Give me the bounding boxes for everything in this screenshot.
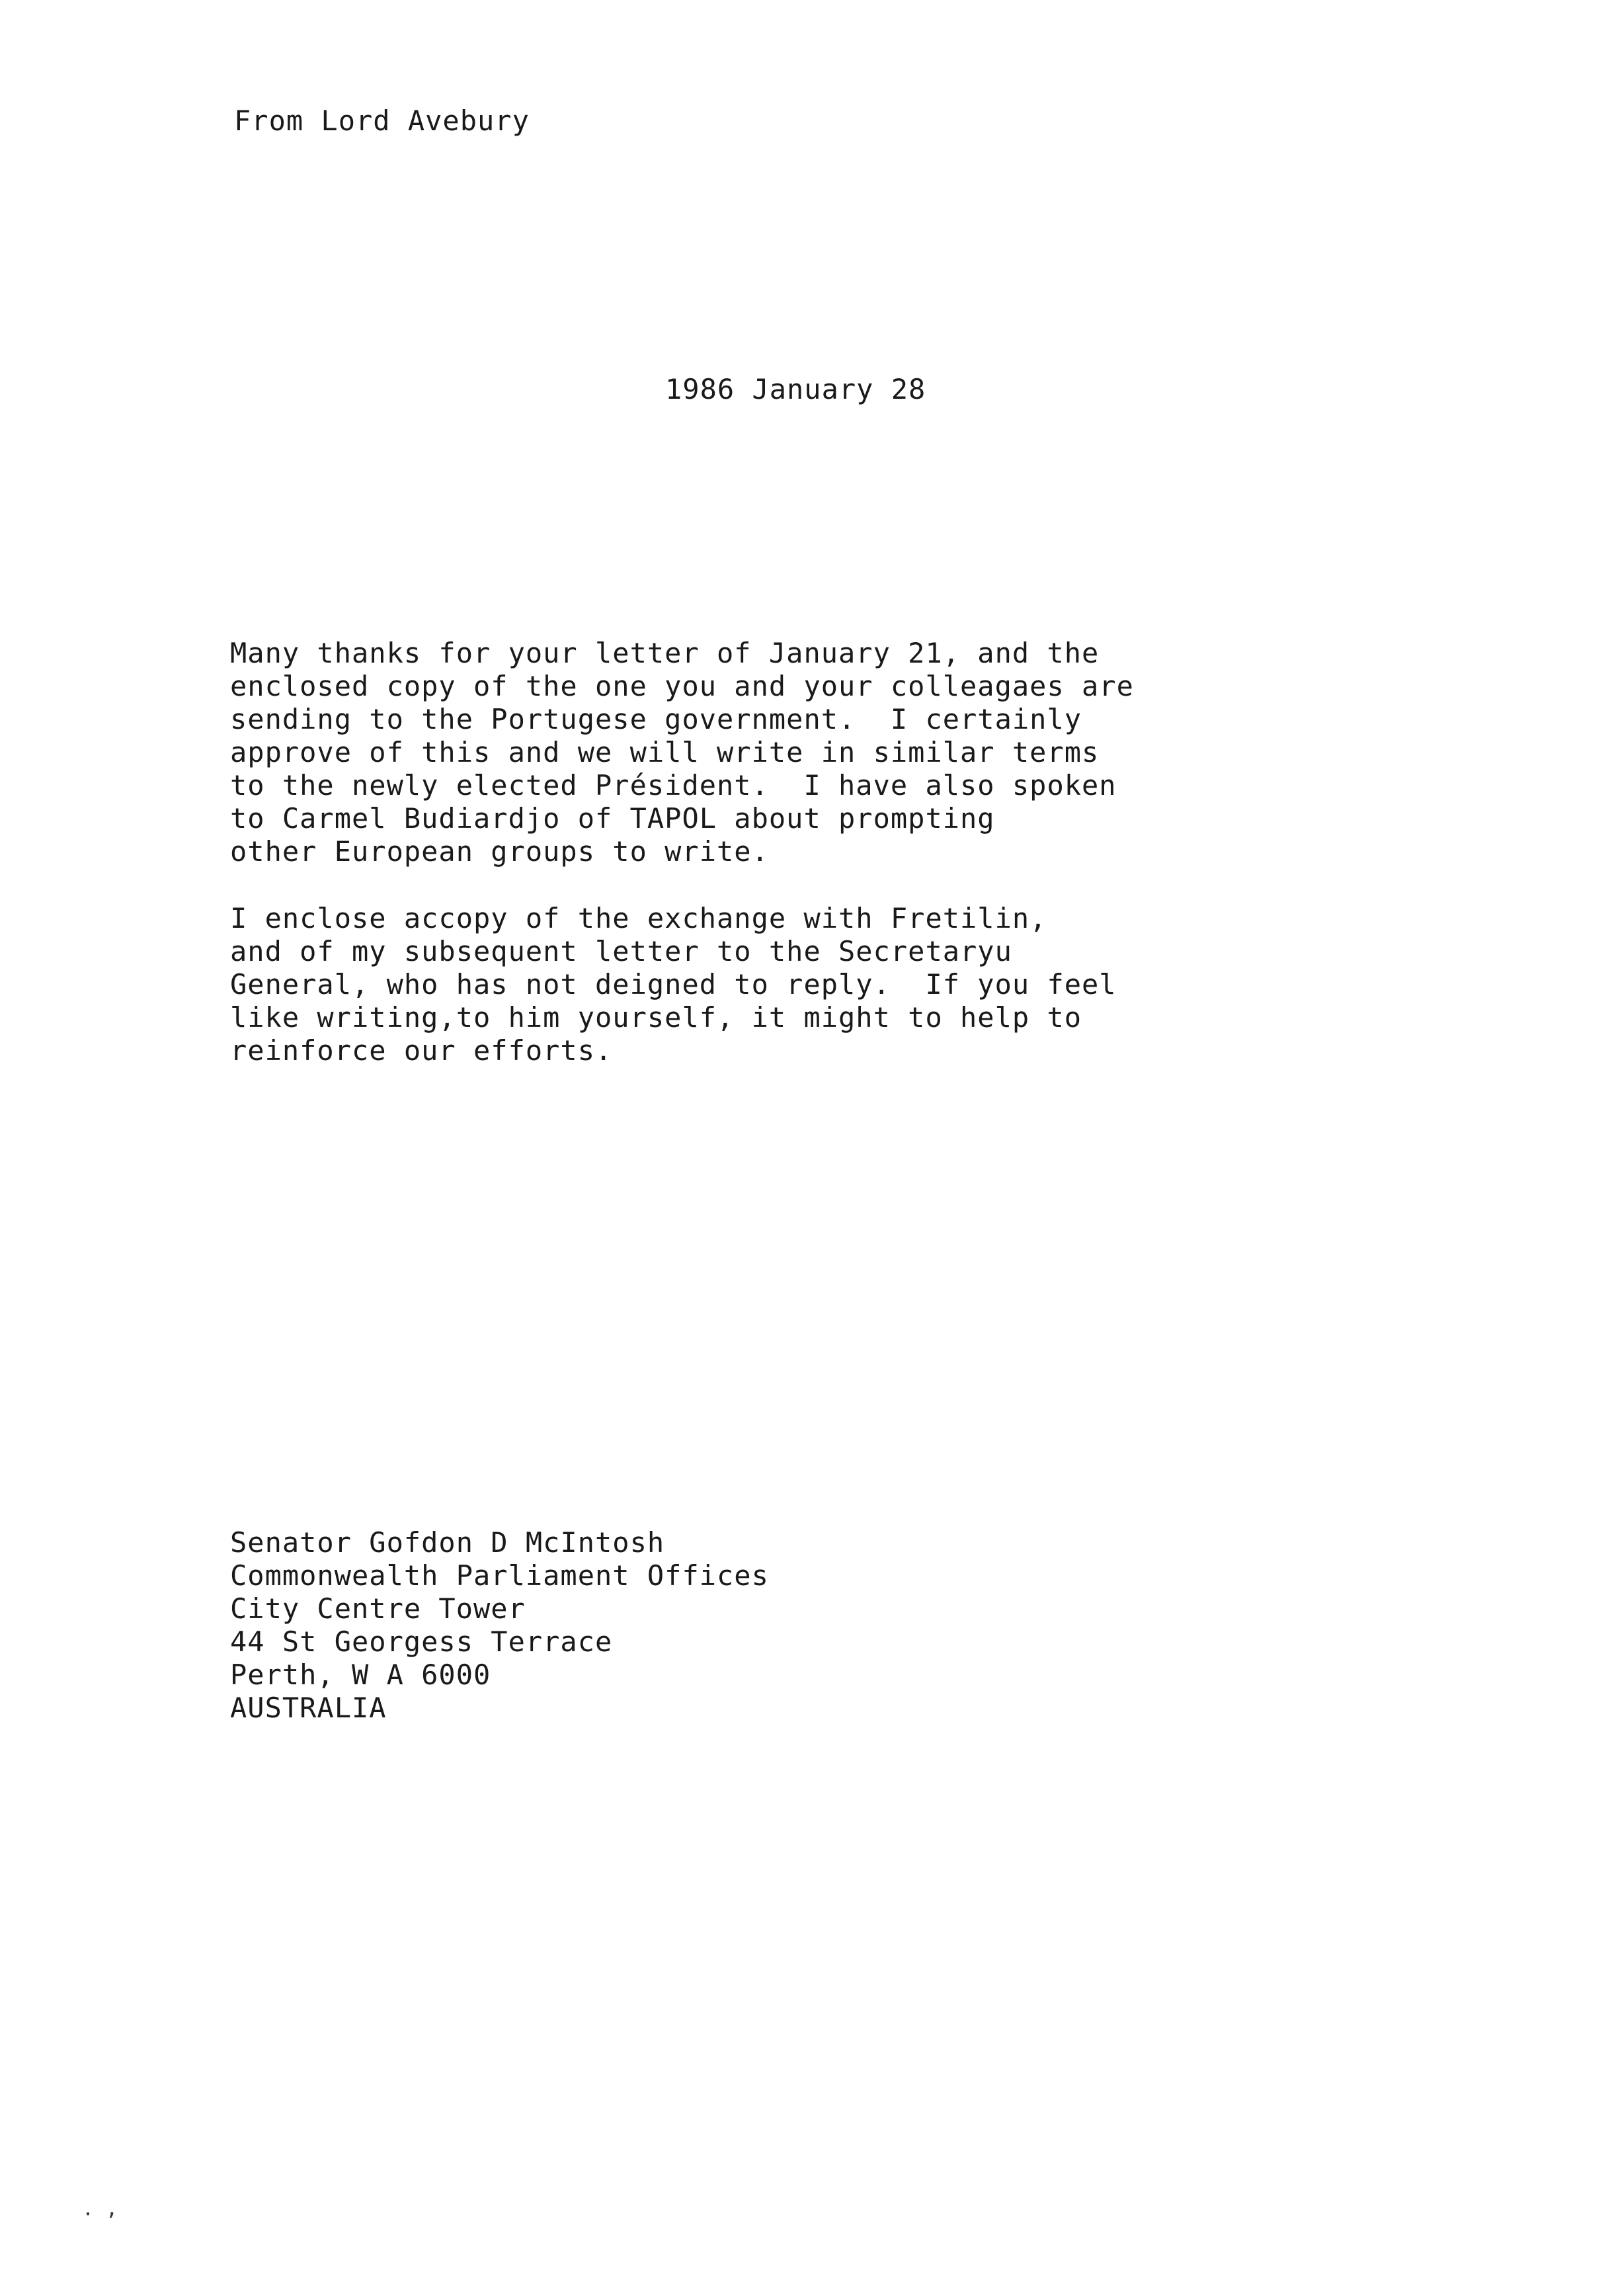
paragraph-line: Many thanks for your letter of January 21, and the (230, 637, 1100, 669)
address-line: City Centre Tower (230, 1592, 526, 1625)
paragraph-line: enclosed copy of the one you and your colleagaes are (230, 670, 1134, 702)
body-paragraph-1 (230, 637, 1134, 868)
paragraph-line: reinforce our efforts. (230, 1034, 613, 1067)
address-line: Senator Gofdon D McIntosh (230, 1526, 665, 1559)
paragraph-line: to the newly elected Président. I have also spoken (230, 769, 1117, 801)
recipient-address (230, 1526, 769, 1725)
page-mark: . , (82, 2197, 118, 2221)
sender-line: From Lord Avebury (234, 104, 530, 137)
paragraph-line: I enclose accopy of the exchange with Fretilin, (230, 902, 1047, 934)
paragraph-line: and of my subsequent letter to the Secretaryu (230, 935, 1012, 967)
address-line: Perth, W A 6000 (230, 1659, 491, 1691)
paragraph-line: General, who has not deigned to reply. If you feel (230, 968, 1117, 1001)
address-line: 44 St Georgess Terrace (230, 1625, 613, 1658)
paragraph-line: approve of this and we will write in similar terms (230, 736, 1100, 768)
address-line: AUSTRALIA (230, 1692, 387, 1724)
letter-date: 1986 January 28 (665, 373, 926, 405)
address-line: Commonwealth Parliament Offices (230, 1559, 769, 1592)
paragraph-line: like writing,to him yourself, it might to help to (230, 1001, 1082, 1034)
paragraph-line: sending to the Portugese government. I certainly (230, 703, 1082, 735)
paragraph-line: other European groups to write. (230, 835, 769, 868)
body-paragraph-2 (230, 902, 1117, 1067)
paragraph-line: to Carmel Budiardjo of TAPOL about prompting (230, 802, 995, 835)
